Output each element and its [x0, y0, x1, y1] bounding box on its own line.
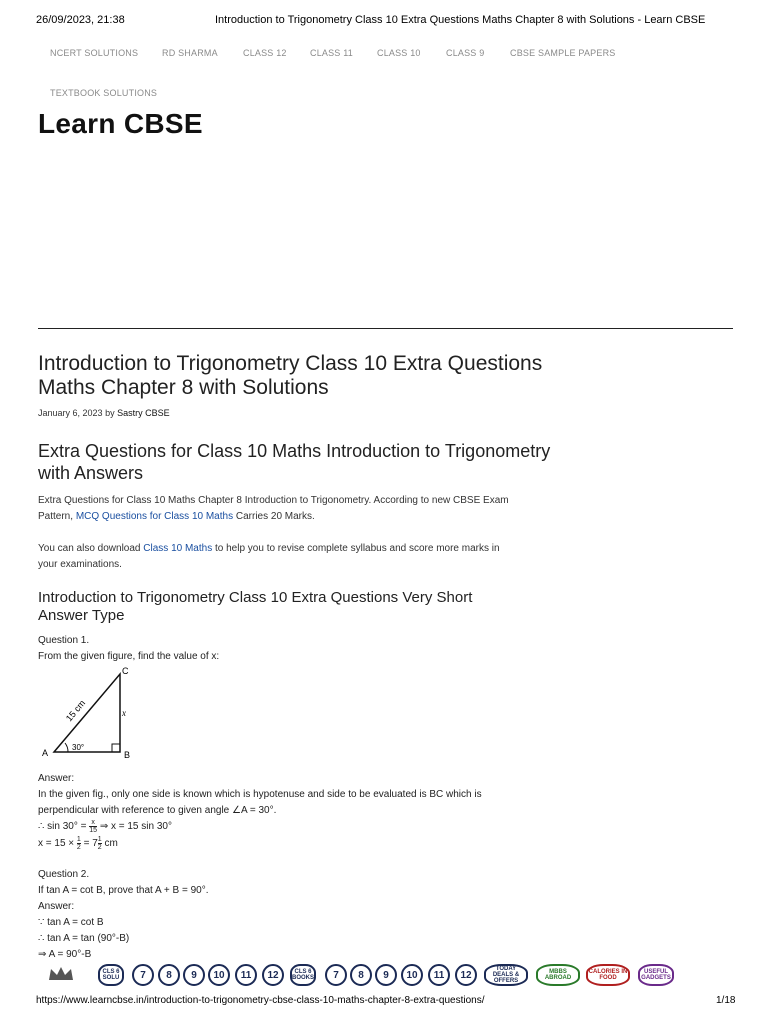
question-1-text: From the given figure, find the value of x:: [38, 651, 220, 662]
chip-class-10[interactable]: 10: [208, 964, 230, 986]
article-by: by: [105, 408, 115, 418]
question-1-label: Question 1.: [38, 635, 90, 646]
divider: [38, 328, 733, 329]
answer-1-line-1: ∴ sin 30° = $\frac{x}{15}$ ⇒ x = 15 sin 30°: [38, 819, 172, 834]
hypotenuse-label: 15 cm: [63, 698, 88, 724]
site-logo[interactable]: Learn CBSE: [38, 108, 203, 139]
nav-item-textbook-solutions[interactable]: TEXTBOOK SOLUTIONS: [50, 88, 158, 98]
angle-label: 30°: [72, 743, 85, 752]
chip-class-11[interactable]: 11: [235, 964, 257, 986]
section-title: Introduction to Trigonometry Class 10 Extra Questions Very Short Answer Type: [38, 589, 473, 624]
print-page-title: Introduction to Trigonometry Class 10 Extra Questions Maths Chapter 8 with Solutions - Learn CBSE: [215, 14, 706, 26]
chip-books-10[interactable]: 10: [401, 964, 423, 986]
nav-item-class-10[interactable]: CLASS 10: [377, 48, 421, 58]
intro-paragraph-1: [38, 493, 518, 525]
bottom-quick-links-bar: [38, 962, 733, 988]
class-10-maths-link[interactable]: Class 10 Maths: [143, 543, 213, 554]
chip-class-8[interactable]: 8: [158, 964, 180, 986]
nav-item-class-9[interactable]: CLASS 9: [446, 48, 485, 58]
fraction: $\frac{1}{2}$: [97, 836, 102, 851]
article-subtitle: Extra Questions for Class 10 Maths Introduction to Trigonometry with Answers: [38, 441, 551, 483]
chip-books-8[interactable]: 8: [350, 964, 372, 986]
triangle-shape: [54, 674, 120, 752]
chip-class-7[interactable]: 7: [132, 964, 154, 986]
chip-cls6-solutions[interactable]: CLS 6 SOLU: [98, 964, 124, 986]
chip-class-9[interactable]: 9: [183, 964, 205, 986]
nav-item-cbse-sample-papers[interactable]: CBSE SAMPLE PAPERS: [510, 48, 616, 58]
chip-mbbs-abroad[interactable]: MBBS ABROAD: [536, 964, 580, 986]
question-2-label: Question 2.: [38, 869, 90, 880]
answer-1-line-2: x = 15 × $\frac{1}{2}$ = 7 $\frac{1}{2}$ cm: [38, 836, 118, 851]
side-x-label: x: [122, 708, 126, 718]
chip-calories-in-food[interactable]: CALORIES IN FOOD: [586, 964, 630, 986]
chip-books-9[interactable]: 9: [375, 964, 397, 986]
print-url: https://www.learncbse.in/introduction-to-trigonometry-cbse-class-10-maths-chapter-8-extra-questions/: [36, 995, 485, 1006]
nav-item-ncert-solutions[interactable]: NCERT SOLUTIONS: [50, 48, 139, 58]
answer-2-label: Answer:: [38, 901, 75, 912]
chip-cls6-books[interactable]: CLS 6 BOOKS: [290, 964, 316, 986]
article-author[interactable]: Sastry CBSE: [117, 408, 170, 418]
intro-paragraph-2: [38, 541, 518, 573]
chip-today-deals[interactable]: TODAY DEALS & OFFERS: [484, 964, 528, 986]
chip-books-12[interactable]: 12: [455, 964, 477, 986]
nav-item-class-11[interactable]: CLASS 11: [310, 48, 353, 58]
intro1-text: Extra Questions for Class 10 Maths Chapter 8 Introduction to Trigonometry. According to new CBSE Exam Pattern,: [38, 495, 509, 522]
nav-item-class-12[interactable]: CLASS 12: [243, 48, 287, 58]
print-page-number: 1/18: [716, 995, 736, 1006]
article-date: January 6, 2023: [38, 408, 103, 418]
vertex-b-label: B: [124, 750, 131, 760]
chip-class-12[interactable]: 12: [262, 964, 284, 986]
triangle-figure: [38, 664, 148, 764]
right-angle-mark: [112, 744, 120, 752]
answer-2-line-2: ∴ tan A = tan (90°-B): [38, 933, 130, 944]
answer-2-line-3: ⇒ A = 90°-B: [38, 949, 92, 960]
intro2-text-end: to help you to revise complete syllabus and score more marks in your examinations.: [38, 543, 500, 570]
crown-icon[interactable]: [48, 966, 74, 982]
fraction: $\frac{x}{15}$: [89, 819, 98, 834]
intro2-text: You can also download: [38, 543, 141, 554]
question-2-text: If tan A = cot B, prove that A + B = 90°.: [38, 885, 209, 896]
answer-2-line-1: ∵ tan A = cot B: [38, 917, 104, 928]
angle-arc: [65, 743, 68, 752]
article-meta: [38, 408, 170, 418]
vertex-c-label: C: [122, 666, 129, 676]
chip-books-11[interactable]: 11: [428, 964, 450, 986]
chip-books-7[interactable]: 7: [325, 964, 347, 986]
intro1-text-end: Carries 20 Marks.: [235, 511, 315, 522]
answer-1-text: In the given fig., only one side is known which is hypotenuse and side to be evaluated is BC which is perpendicular with reference to given angle ∠A = 30°.: [38, 789, 482, 816]
nav-item-rd-sharma[interactable]: RD SHARMA: [162, 48, 218, 58]
vertex-a-label: A: [42, 748, 49, 758]
fraction: $\frac{1}{2}$: [76, 836, 81, 851]
mcq-questions-link[interactable]: MCQ Questions for Class 10 Maths: [75, 511, 234, 522]
answer-1-label: Answer:: [38, 773, 75, 784]
print-datetime: 26/09/2023, 21:38: [36, 14, 125, 26]
article-title: Introduction to Trigonometry Class 10 Extra Questions Maths Chapter 8 with Solutions: [38, 352, 543, 399]
chip-useful-gadgets[interactable]: USEFUL GADGETS: [638, 964, 674, 986]
